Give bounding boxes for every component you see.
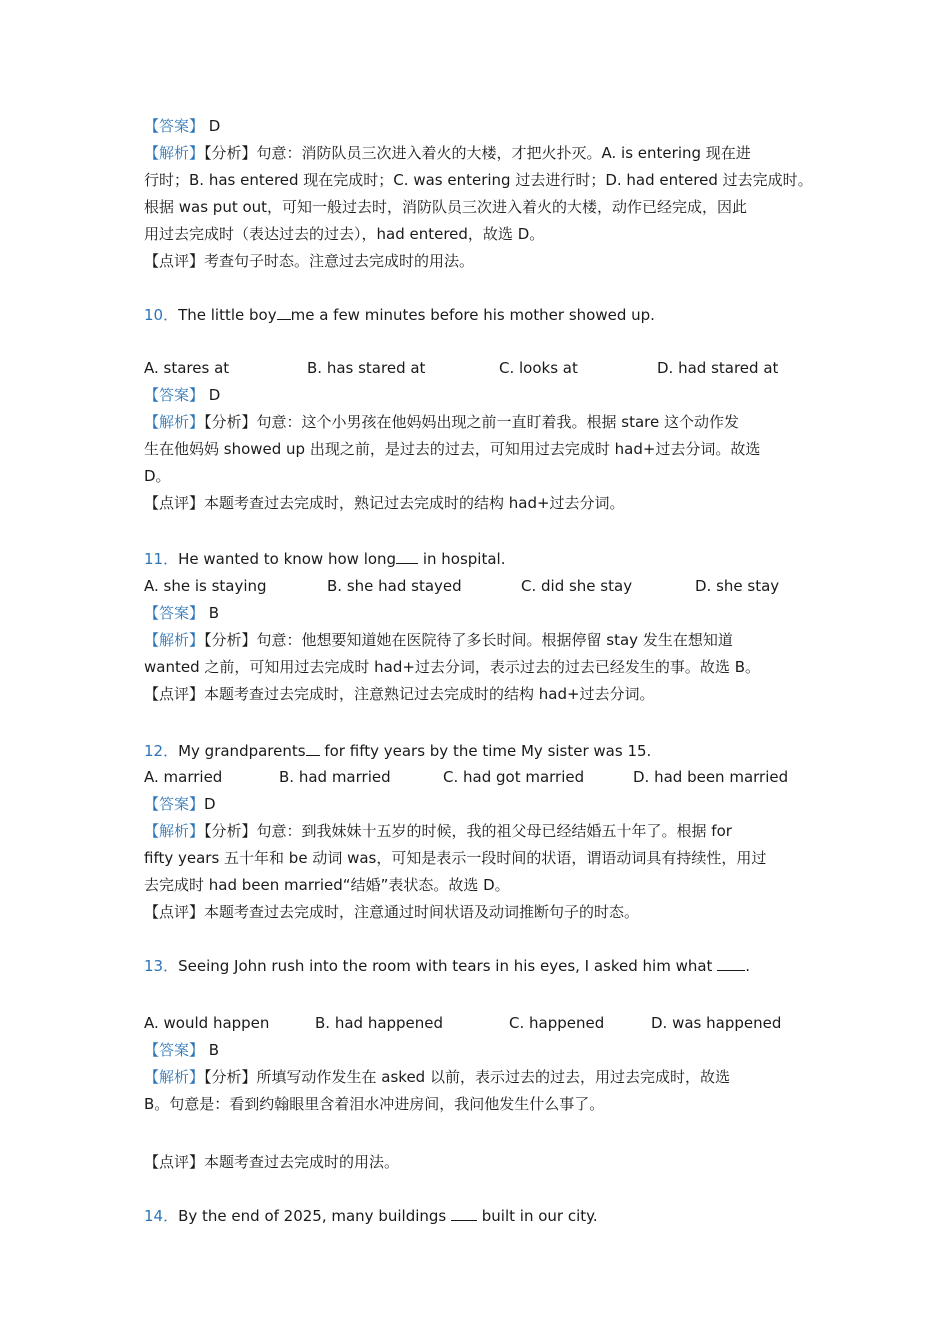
q11-stem: 11．He wanted to know how long in hospital.: [144, 550, 506, 568]
q9-analysis-line: 根据 was put out，可知一般过去时，消防队员三次进入着火的大楼，动作已经完成，因此: [144, 198, 748, 216]
analysis-label: 【解析】: [144, 144, 205, 162]
q11-comment: 【点评】本题考查过去完成时，注意熟记过去完成时的结构 had+过去分词。: [144, 685, 655, 703]
question-number: 12．: [144, 742, 179, 760]
answer-label: 【答案】: [144, 386, 205, 404]
q12-comment: 【点评】本题考查过去完成时，注意通过时间状语及动词推断句子的时态。: [144, 903, 640, 921]
analysis-label: 【解析】: [144, 413, 205, 431]
q11-option-b: B. she had stayed: [327, 577, 462, 595]
answer-label: 【答案】: [144, 1041, 205, 1059]
q10-option-a: A. stares at: [144, 359, 230, 377]
analysis-label: 【解析】: [144, 631, 205, 649]
answer-value: B: [208, 604, 220, 622]
q12-stem: 12．My grandparents for fifty years by the time My sister was 15.: [144, 742, 652, 760]
q12-option-c: C. had got married: [443, 768, 585, 786]
answer-label: 【答案】: [144, 795, 205, 813]
q9-analysis-line: 用过去完成时（表达过去的过去），had entered，故选 D。: [144, 225, 545, 243]
q9-answer: [144, 115, 814, 137]
q14-stem: 14．By the end of 2025, many buildings built in our city.: [144, 1207, 598, 1225]
q10-comment: 【点评】本题考查过去完成时，熟记过去完成时的结构 had+过去分词。: [144, 494, 625, 512]
q13-answer: [144, 1039, 814, 1061]
question-number: 10．: [144, 306, 179, 324]
question-number: 11．: [144, 550, 179, 568]
q13-stem: 13．Seeing John rush into the room with tears in his eyes, I asked him what .: [144, 957, 750, 975]
answer-blank: [451, 1206, 477, 1221]
q12-option-d: D. had been married: [633, 768, 789, 786]
q13-option-a: A. would happen: [144, 1014, 270, 1032]
q13-option-d: D. was happened: [651, 1014, 782, 1032]
answer-blank: [396, 549, 418, 564]
q13-option-c: C. happened: [509, 1014, 605, 1032]
q13-analysis-line: B。句意是：看到约翰眼里含着泪水冲进房间，我问他发生什么事了。: [144, 1095, 605, 1113]
q12-analysis-line: 去完成时 had been married“结婚”表状态。故选 D。: [144, 876, 510, 894]
q10-analysis-line: D。: [144, 467, 171, 485]
q12-analysis-line: fifty years 五十年和 be 动词 was，可知是表示一段时间的状语，谓语动词具有持续性，用过: [144, 849, 767, 867]
q10-option-b: B. has stared at: [307, 359, 426, 377]
q11-option-a: A. she is staying: [144, 577, 267, 595]
q10-option-c: C. looks at: [499, 359, 578, 377]
q13-analysis-line: 【解析】【分析】所填写动作发生在 asked 以前，表示过去的过去，用过去完成时，故选: [144, 1068, 730, 1086]
q11-option-d: D. she stay: [695, 577, 780, 595]
q12-option-b: B. had married: [279, 768, 391, 786]
q9-analysis-line: 【解析】【分析】句意：消防队员三次进入着火的大楼，才把火扑灭。A. is entering 现在进: [144, 144, 751, 162]
q10-answer: [144, 384, 814, 406]
q9-comment: 【点评】考查句子时态。注意过去完成时的用法。: [144, 252, 475, 270]
q13-option-b: B. had happened: [315, 1014, 444, 1032]
question-number: 13．: [144, 957, 179, 975]
q13-comment: 【点评】本题考查过去完成时的用法。: [144, 1153, 400, 1171]
q10-option-d: D. had stared at: [657, 359, 779, 377]
q11-option-c: C. did she stay: [521, 577, 633, 595]
q11-analysis-line: wanted 之前，可知用过去完成时 had+过去分词，表示过去的过去已经发生的事。故选 B。: [144, 658, 760, 676]
q10-analysis-line: 【解析】【分析】句意：这个小男孩在他妈妈出现之前一直盯着我。根据 stare 这个动作发: [144, 413, 740, 431]
answer-label: 【答案】: [144, 604, 205, 622]
answer-blank: [717, 956, 745, 971]
answer-value: D: [208, 386, 221, 404]
q12-option-a: A. married: [144, 768, 223, 786]
analysis-label: 【解析】: [144, 1068, 205, 1086]
question-number: 14．: [144, 1207, 179, 1225]
q10-stem: 10．The little boy me a few minutes before his mother showed up.: [144, 306, 655, 324]
answer-value: B: [208, 1041, 220, 1059]
analysis-label: 【解析】: [144, 822, 205, 840]
answer-value: D: [204, 795, 216, 813]
answer-label: 【答案】: [144, 117, 205, 135]
q12-answer: [144, 793, 814, 815]
q11-answer: [144, 602, 814, 624]
answer-blank: [306, 741, 320, 756]
answer-blank: [277, 305, 291, 320]
q11-analysis-line: 【解析】【分析】句意：他想要知道她在医院待了多长时间。根据停留 stay 发生在想知道: [144, 631, 733, 649]
q12-analysis-line: 【解析】【分析】句意：到我妹妹十五岁的时候，我的祖父母已经结婚五十年了。根据 for: [144, 822, 732, 840]
answer-value: D: [208, 117, 221, 135]
q9-analysis-line: 行时；B. has entered 现在完成时；C. was entering 过去进行时；D. had entered 过去完成时。: [144, 171, 813, 189]
q10-analysis-line: 生在他妈妈 showed up 出现之前，是过去的过去，可知用过去完成时 had+过去分词。故选: [144, 440, 761, 458]
